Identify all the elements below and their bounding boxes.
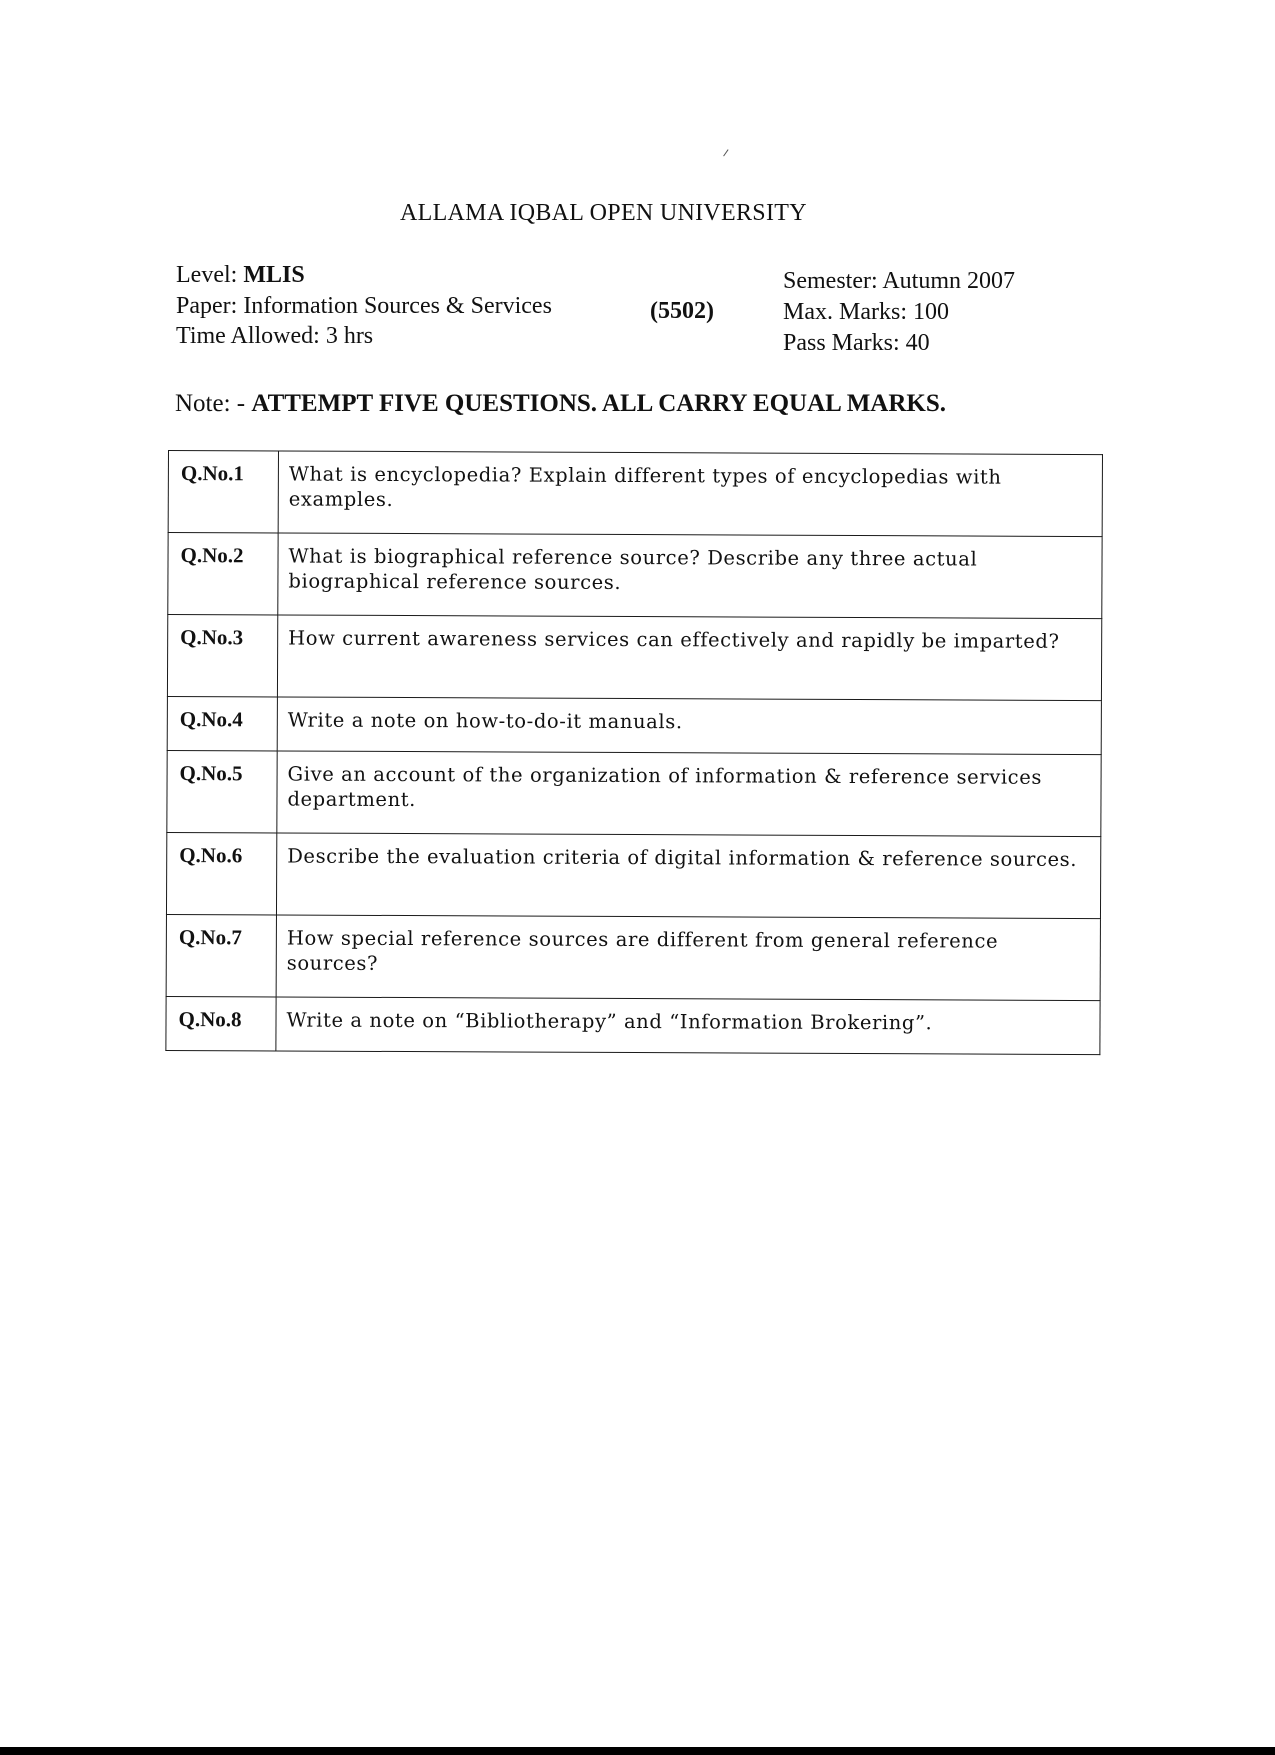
level-line bbox=[176, 262, 305, 289]
question-text: Describe the evaluation criteria of digital information & reference sources. bbox=[276, 833, 1100, 919]
paper-code: (5502) bbox=[650, 298, 714, 324]
time-allowed-line bbox=[176, 323, 373, 350]
level-label: Level: bbox=[176, 262, 238, 288]
question-number: Q.No.3 bbox=[167, 615, 277, 697]
paper-line bbox=[176, 293, 552, 320]
question-text: What is encyclopedia? Explain different types of encyclopedias with examples. bbox=[278, 451, 1102, 537]
time-value: 3 hrs bbox=[325, 323, 374, 349]
note-text: ATTEMPT FIVE QUESTIONS. ALL CARRY EQUAL MARKS. bbox=[251, 390, 946, 417]
scan-mark bbox=[723, 149, 732, 158]
question-number: Q.No.8 bbox=[166, 996, 276, 1050]
question-text: How special reference sources are different from general reference sources? bbox=[276, 915, 1100, 1001]
max-marks-value: 100 bbox=[912, 299, 949, 325]
question-row bbox=[168, 533, 1102, 619]
note-label: Note: - bbox=[175, 390, 246, 417]
pass-marks-label: Pass Marks: bbox=[783, 330, 900, 356]
question-number: Q.No.4 bbox=[167, 696, 277, 750]
question-number: Q.No.1 bbox=[168, 451, 278, 533]
question-text: How current awareness services can effectively and rapidly be imparted? bbox=[277, 615, 1101, 701]
scan-bottom-edge bbox=[0, 1747, 1275, 1755]
question-row bbox=[166, 914, 1100, 1000]
question-text: What is biographical reference source? Describe any three actual biographical reference sources. bbox=[278, 533, 1102, 619]
semester-value: Autumn 2007 bbox=[882, 268, 1015, 294]
max-marks-label: Max. Marks: bbox=[783, 299, 907, 325]
semester-label: Semester: bbox=[783, 268, 878, 294]
question-text: Write a note on how-to-do-it manuals. bbox=[277, 697, 1101, 755]
questions-table bbox=[165, 450, 1103, 1055]
question-number: Q.No.2 bbox=[168, 533, 278, 615]
university-title: ALLAMA IQBAL OPEN UNIVERSITY bbox=[400, 200, 807, 226]
paper-value: Information Sources & Services bbox=[243, 293, 552, 319]
question-row bbox=[168, 451, 1102, 537]
question-row bbox=[167, 750, 1101, 836]
max-marks-line bbox=[783, 299, 949, 326]
question-text: Write a note on “Bibliotherapy” and “Information Brokering”. bbox=[276, 997, 1100, 1055]
time-label: Time Allowed: bbox=[176, 323, 320, 349]
question-number: Q.No.6 bbox=[166, 832, 276, 914]
instructions-note bbox=[175, 390, 946, 418]
question-row bbox=[167, 615, 1101, 701]
pass-marks-value: 40 bbox=[905, 330, 930, 356]
question-row bbox=[166, 832, 1100, 918]
question-number: Q.No.7 bbox=[166, 914, 276, 996]
semester-line bbox=[783, 268, 1015, 295]
question-row bbox=[166, 996, 1100, 1054]
paper-label: Paper: bbox=[176, 293, 238, 319]
pass-marks-line bbox=[783, 330, 930, 357]
question-row bbox=[167, 696, 1101, 754]
question-number: Q.No.5 bbox=[167, 750, 277, 832]
question-text: Give an account of the organization of information & reference services department. bbox=[277, 751, 1101, 837]
level-value: MLIS bbox=[243, 262, 305, 288]
